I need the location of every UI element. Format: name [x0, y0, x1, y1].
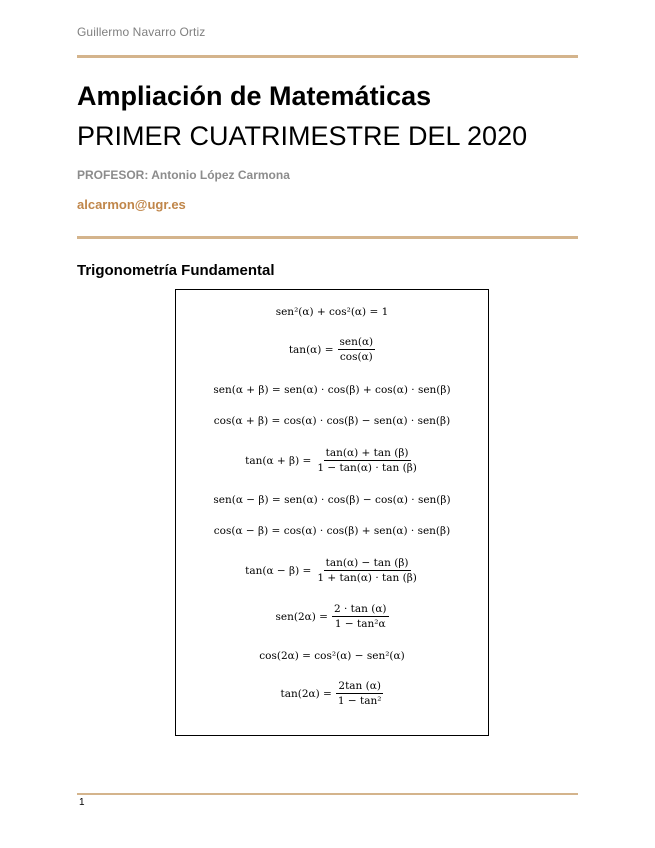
formula-lhs: tan(α) = — [288, 343, 334, 356]
header-divider — [77, 55, 578, 58]
formula-lhs: tan(2α) = — [280, 687, 332, 700]
professor-line: PROFESOR: Antonio López Carmona — [77, 168, 290, 182]
formula-fraction — [332, 603, 389, 630]
cover-divider — [77, 236, 578, 239]
formula-tan-difference — [176, 557, 488, 584]
footer-divider — [77, 793, 578, 795]
formula-cos-double-angle: cos(2α) = cos²(α) − sen²(α) — [259, 650, 405, 662]
fraction-numerator: tan(α) − tan (β) — [325, 557, 409, 569]
formula-pythagorean-identity: sen²(α) + cos²(α) = 1 — [275, 306, 389, 318]
fraction-numerator: 2tan (α) — [338, 680, 381, 692]
formula-cos-sum: cos(α + β) = cos(α) · cos(β) − sen(α) · sen(β) — [213, 415, 451, 427]
formula-lhs: tan(α + β) = — [245, 454, 312, 467]
fraction-numerator: sen(α) — [339, 336, 374, 348]
formula-fraction — [338, 336, 376, 363]
document-subtitle: PRIMER CUATRIMESTRE DEL 2020 — [77, 121, 528, 151]
formula-cos-difference: cos(α − β) = cos(α) · cos(β) + sen(α) · sen(β) — [213, 525, 451, 537]
header-author: Guillermo Navarro Ortiz — [77, 25, 206, 39]
formula-fraction — [315, 557, 419, 584]
formula-sen-difference: sen(α − β) = sen(α) · cos(β) − cos(α) · sen(β) — [213, 494, 451, 506]
formula-tan-sum — [176, 447, 488, 474]
section-heading: Trigonometría Fundamental — [77, 262, 275, 279]
formula-fraction — [336, 680, 384, 707]
page-number: 1 — [79, 797, 85, 808]
formula-fraction — [315, 447, 419, 474]
document-title: Ampliación de Matemáticas — [77, 81, 432, 111]
formula-sen-double-angle — [176, 603, 488, 630]
formula-sen-sum: sen(α + β) = sen(α) · cos(β) + cos(α) · sen(β) — [213, 384, 451, 396]
formula-tan-double-angle — [176, 680, 488, 707]
fraction-denominator: cos(α) — [339, 351, 373, 363]
fraction-denominator: 1 − tan²α — [334, 618, 386, 630]
formula-box — [175, 289, 489, 736]
formula-tan-definition — [176, 336, 488, 363]
fraction-denominator: 1 − tan² — [337, 695, 382, 707]
formula-lhs: tan(α − β) = — [245, 564, 312, 577]
fraction-denominator: 1 + tan(α) · tan (β) — [317, 572, 417, 584]
fraction-denominator: 1 − tan(α) · tan (β) — [317, 462, 417, 474]
professor-email: alcarmon@ugr.es — [77, 197, 186, 212]
formula-lhs: sen(2α) = — [275, 610, 328, 623]
fraction-numerator: tan(α) + tan (β) — [325, 447, 409, 459]
fraction-numerator: 2 · tan (α) — [333, 603, 387, 615]
